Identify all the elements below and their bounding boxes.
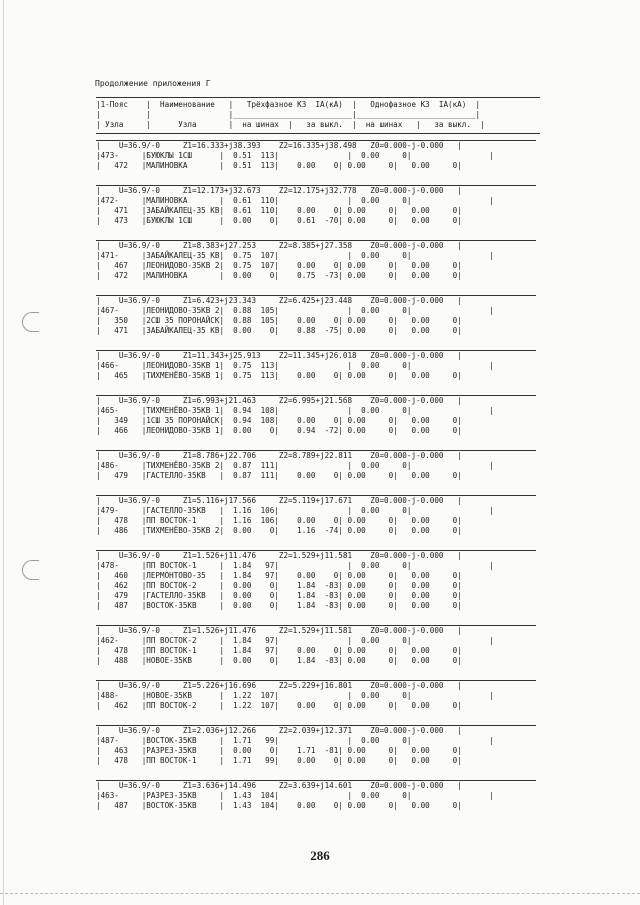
table-row: | 471 |ЗАБАЙКАЛЕЦ-35 КВ| 0.00 0| 0.88 -75| 0.00 0| 0.00 0| bbox=[96, 326, 462, 335]
table-row: |472- |МАЛИНОВКА | 0.61 110| | 0.00 0| | bbox=[96, 196, 494, 205]
table-row: |465- |ТИХМЕНЁВО-35КВ 1| 0.94 108| | 0.00 0| | bbox=[96, 406, 494, 415]
table-row: | 478 |ПП ВОСТОК-1 | 1.16 106| 0.00 0| 0.00 0| 0.00 0| bbox=[96, 516, 462, 525]
table-row: | 479 |ГАСТЕЛЛО-35КВ | 0.87 111| 0.00 0| 0.00 0| 0.00 0| bbox=[96, 471, 462, 480]
node-block bbox=[96, 780, 546, 811]
node-block bbox=[96, 185, 546, 226]
node-blocks bbox=[96, 140, 546, 825]
scan-edge bbox=[3, 0, 4, 905]
table-row: | 487 |ВОСТОК-35КВ | 0.00 0| 1.84 -83| 0.00 0| 0.00 0| bbox=[96, 601, 462, 610]
table-row: | 479 |ГАСТЕЛЛО-35КВ | 0.00 0| 1.84 -83| 0.00 0| 0.00 0| bbox=[96, 591, 462, 600]
table-row: |463- |РАЗРЕЗ-35КВ | 1.43 104| | 0.00 0| | bbox=[96, 791, 494, 800]
table-row: | 478 |ПП ВОСТОК-1 | 1.84 97| 0.00 0| 0.00 0| 0.00 0| bbox=[96, 646, 462, 655]
block-impedance-line: | U=36.9/-0 Z1=8.786+j22.706 Z2=8.789+j22.811 Z0=0.000-j-0.000 | bbox=[96, 451, 462, 460]
block-impedance-line: | U=36.9/-0 Z1=12.173+j32.673 Z2=12.175+j32.778 Z0=0.000-j-0.000 | bbox=[96, 186, 462, 195]
block-impedance-line: | U=36.9/-0 Z1=5.226+j16.696 Z2=5.229+j16.801 Z0=0.000-j-0.000 | bbox=[96, 681, 462, 690]
node-block bbox=[96, 625, 546, 666]
block-impedance-line: | U=36.9/-0 Z1=8.383+j27.253 Z2=8.385+j27.358 Z0=0.000-j-0.000 | bbox=[96, 241, 462, 250]
table-top-rule bbox=[96, 97, 540, 98]
block-impedance-line: | U=36.9/-0 Z1=16.333+j38.393 Z2=16.335+j38.498 Z0=0.000-j-0.000 | bbox=[96, 141, 462, 150]
table-row: | 462 |ПП ВОСТОК-2 | 0.00 0| 1.84 -83| 0.00 0| 0.00 0| bbox=[96, 581, 462, 590]
table-row: | 467 |ЛЕОНИДОВО-35КВ 2| 0.75 107| 0.00 0| 0.00 0| 0.00 0| bbox=[96, 261, 462, 270]
page-number: 286 bbox=[310, 848, 330, 863]
table-row: | 486 |ТИХМЕНЁВО-35КВ 2| 0.00 0| 1.16 -74| 0.00 0| 0.00 0| bbox=[96, 526, 462, 535]
table-row: | 471 |ЗАБАЙКАЛЕЦ-35 КВ| 0.61 110| 0.00 0| 0.00 0| 0.00 0| bbox=[96, 206, 462, 215]
table-row: |471- |ЗАБАЙКАЛЕЦ-35 КВ| 0.75 107| | 0.00 0| | bbox=[96, 251, 494, 260]
header-bottom-rule bbox=[96, 133, 540, 134]
header-row-3: | Узла | Узла | на шинах | за выкл. | на шинах | за выкл. | bbox=[96, 120, 485, 129]
table-row: | 465 |ТИХМЕНЁВО-35КВ 1| 0.75 113| 0.00 0| 0.00 0| 0.00 0| bbox=[96, 371, 462, 380]
block-impedance-line: | U=36.9/-0 Z1=3.636+j14.496 Z2=3.639+j14.601 Z0=0.000-j-0.000 | bbox=[96, 781, 462, 790]
node-block bbox=[96, 240, 546, 281]
node-block bbox=[96, 295, 546, 336]
appendix-title: Продолжение приложения Г bbox=[95, 79, 211, 88]
table-row: |478- |ПП ВОСТОК-1 | 1.84 97| | 0.00 0| | bbox=[96, 561, 494, 570]
block-impedance-line: | U=36.9/-0 Z1=6.993+j21.463 Z2=6.995+j21.568 Z0=0.000-j-0.000 | bbox=[96, 396, 462, 405]
block-impedance-line: | U=36.9/-0 Z1=2.036+j12.266 Z2=2.039+j12.371 Z0=0.000-j-0.000 | bbox=[96, 726, 462, 735]
table-row: | 466 |ЛЕОНИДОВО-35КВ 1| 0.00 0| 0.94 -72| 0.00 0| 0.00 0| bbox=[96, 426, 462, 435]
table-row: | 488 |НОВОЕ-35КВ | 0.00 0| 1.84 -83| 0.00 0| 0.00 0| bbox=[96, 656, 462, 665]
table-header bbox=[96, 100, 546, 130]
node-block bbox=[96, 140, 546, 171]
block-impedance-line: | U=36.9/-0 Z1=5.116+j17.566 Z2=5.119+j17.671 Z0=0.000-j-0.000 | bbox=[96, 496, 462, 505]
table-row: |466- |ЛЕОНИДОВО-35КВ 1| 0.75 113| | 0.00 0| | bbox=[96, 361, 494, 370]
table-row: | 472 |МАЛИНОВКА | 0.51 113| 0.00 0| 0.00 0| 0.00 0| bbox=[96, 161, 462, 170]
node-block bbox=[96, 350, 546, 381]
punch-hole bbox=[22, 560, 39, 580]
node-block bbox=[96, 680, 546, 711]
table-row: | 473 |БУЮКЛЫ 1СШ | 0.00 0| 0.61 -70| 0.00 0| 0.00 0| bbox=[96, 216, 462, 225]
table-row: |486- |ТИХМЕНЁВО-35КВ 2| 0.87 111| | 0.00 0| | bbox=[96, 461, 494, 470]
node-block bbox=[96, 550, 546, 611]
node-block bbox=[96, 495, 546, 536]
scan-footer-line bbox=[0, 893, 640, 894]
punch-hole bbox=[22, 312, 39, 332]
header-row-2: | | |__________________________|__________________________| bbox=[96, 110, 481, 119]
table-row: | 462 |ПП ВОСТОК-2 | 1.22 107| 0.00 0| 0.00 0| 0.00 0| bbox=[96, 701, 462, 710]
table-row: |487- |ВОСТОК-35КВ | 1.71 99| | 0.00 0| | bbox=[96, 736, 494, 745]
table-row: | 349 |1СШ 35 ПОРОНАЙСК| 0.94 108| 0.00 0| 0.00 0| 0.00 0| bbox=[96, 416, 462, 425]
table-row: | 463 |РАЗРЕЗ-35КВ | 0.00 0| 1.71 -81| 0.00 0| 0.00 0| bbox=[96, 746, 462, 755]
table-row: | 478 |ПП ВОСТОК-1 | 1.71 99| 0.00 0| 0.00 0| 0.00 0| bbox=[96, 756, 462, 765]
block-impedance-line: | U=36.9/-0 Z1=6.423+j23.343 Z2=6.425+j23.448 Z0=0.000-j-0.000 | bbox=[96, 296, 462, 305]
table-row: | 472 |МАЛИНОВКА | 0.00 0| 0.75 -73| 0.00 0| 0.00 0| bbox=[96, 271, 462, 280]
table-row: |488- |НОВОЕ-35КВ | 1.22 107| | 0.00 0| | bbox=[96, 691, 494, 700]
block-impedance-line: | U=36.9/-0 Z1=1.526+j11.476 Z2=1.529+j11.581 Z0=0.000-j-0.000 | bbox=[96, 551, 462, 560]
table-row: |462- |ПП ВОСТОК-2 | 1.84 97| | 0.00 0| | bbox=[96, 636, 494, 645]
node-block bbox=[96, 395, 546, 436]
header-row-1: |1-Пояс | Наименование | Трёхфазное КЗ IA(кА) | Однофазное КЗ IA(кА) | bbox=[96, 100, 481, 109]
table-row: |467- |ЛЕОНИДОВО-35КВ 2| 0.88 105| | 0.00 0| | bbox=[96, 306, 494, 315]
block-impedance-line: | U=36.9/-0 Z1=11.343+j25.913 Z2=11.345+j26.018 Z0=0.000-j-0.000 | bbox=[96, 351, 462, 360]
table-row: | 460 |ЛЕРМОНТОВО-35 | 1.84 97| 0.00 0| 0.00 0| 0.00 0| bbox=[96, 571, 462, 580]
node-block bbox=[96, 725, 546, 766]
table-row: |479- |ГАСТЕЛЛО-35КВ | 1.16 106| | 0.00 0| | bbox=[96, 506, 494, 515]
table-row: | 487 |ВОСТОК-35КВ | 1.43 104| 0.00 0| 0.00 0| 0.00 0| bbox=[96, 801, 462, 810]
table-row: |473- |БУЮКЛЫ 1СШ | 0.51 113| | 0.00 0| | bbox=[96, 151, 494, 160]
block-impedance-line: | U=36.9/-0 Z1=1.526+j11.476 Z2=1.529+j11.581 Z0=0.000-j-0.000 | bbox=[96, 626, 462, 635]
node-block bbox=[96, 450, 546, 481]
table-row: | 350 |2СШ 35 ПОРОНАЙСК| 0.88 105| 0.00 0| 0.00 0| 0.00 0| bbox=[96, 316, 462, 325]
